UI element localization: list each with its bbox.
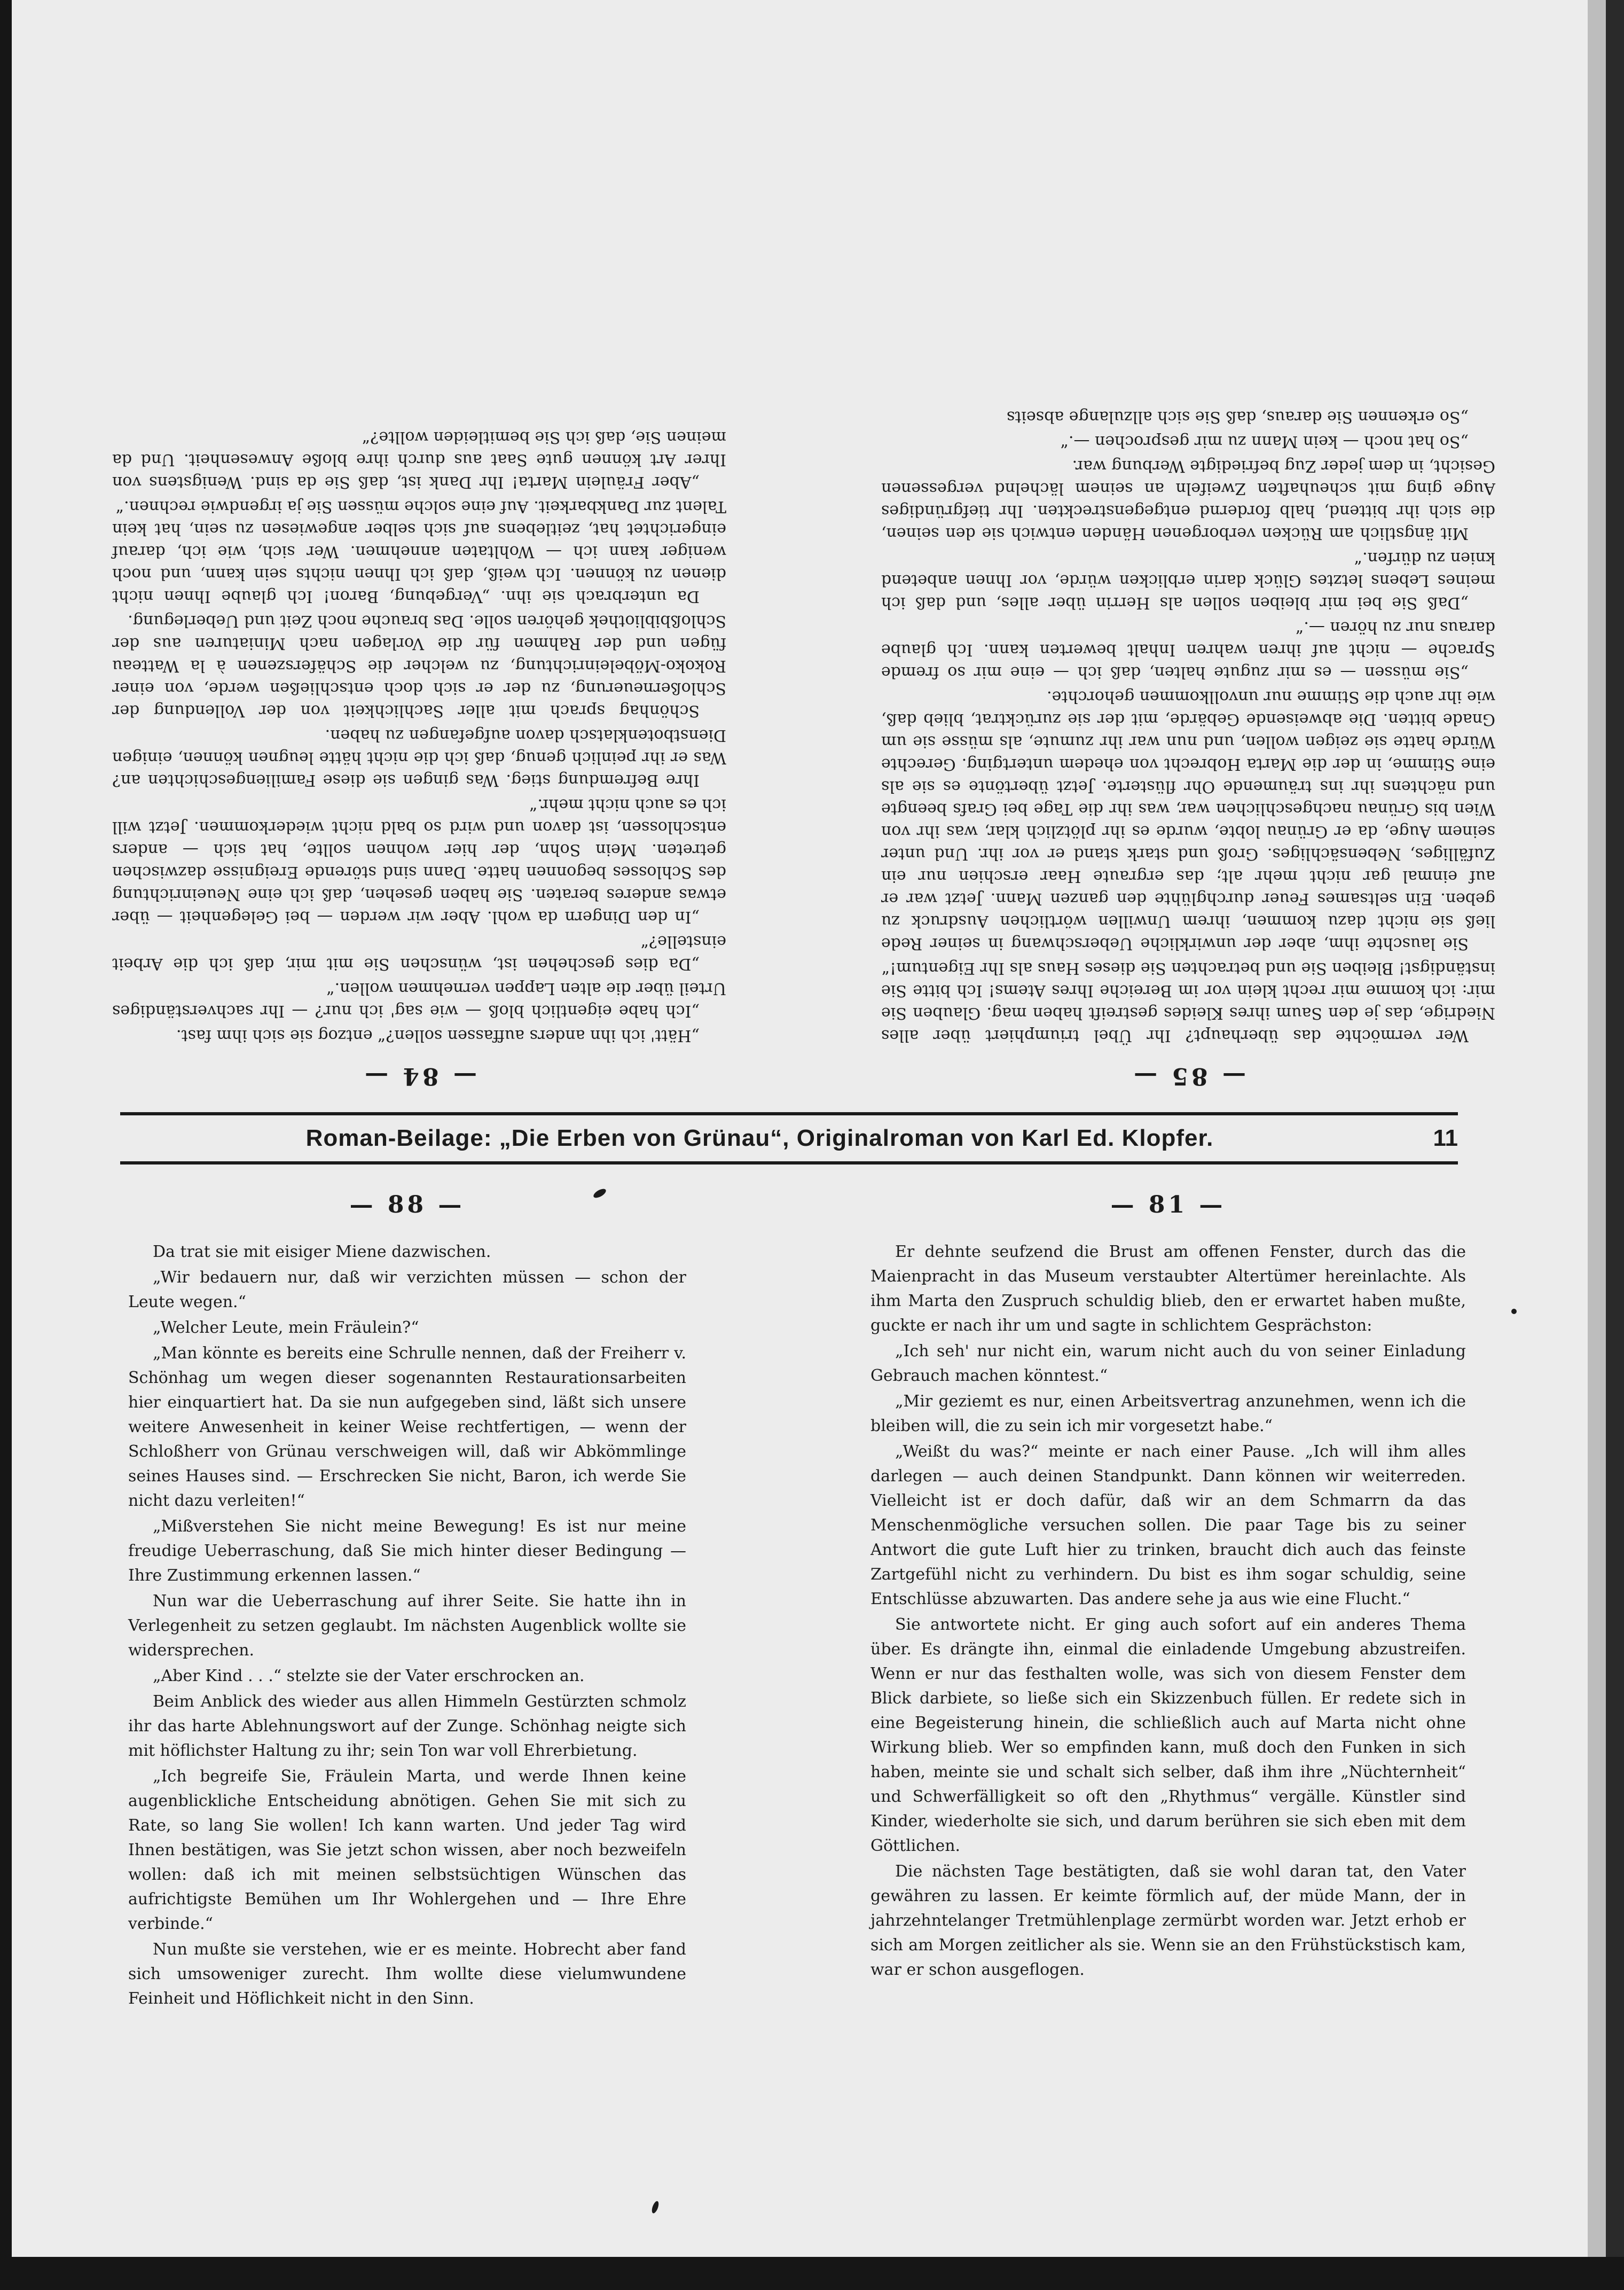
- paragraph: „Ich habe eigentlich bloß — wie sag' ich nur? — Ihr sachverständiges Urteil über die alten Lappen vernehmen wollen.“: [112, 979, 726, 1020]
- paragraph: Da unterbrach sie ihn. „Vergebung, Baron! Ich glaube Ihnen nicht dienen zu können. Ich weiß, daß ich Ihnen nichts sein kann, und noch weniger kann ich — Wohltaten annehmen. Wer sich, wie ich, darauf eingerichtet hat, zeitlebens auf sich selber angewiesen zu sein, hat kein Talent zur Dankbarkeit. Auf eine solche müssen Sie ja irgendwie rechnen.“: [112, 497, 726, 606]
- paragraph: „Daß Sie bei mir bleiben sollen als Herrin über alles, und daß ich meines Lebens letztes Glück darin erblicken würde, vor Ihnen anbetend knien zu dürfen.“: [881, 549, 1495, 612]
- paragraph: Sie lauschte ihm, aber der unwirkliche Ueberschwang in seiner Rede ließ sie nicht dazu kommen, ihrem Unwillen wörtlichen Ausdruck zu geben. Ein seltsames Feuer durchglühte den ganzen Mann. Jetzt war er auf einmal gar nicht mehr alt; das ergraute Haar erschien nur ein Zufälliges, Nebensächliges. Groß und stark stand er vor ihr. Und unter seinem Auge, da er Grünau lobte, wurde es ihr plötzlich klar, was ihr von Wien bis Grünau nachgeschlichen war, was ihr die Tage bei Grafs beengte und nächtens ihr ins träumende Ohr flüsterte. Jetzt übertönte es sie als eine Stimme, in der die Marta Hobrecht von ehedem untertging. Gerechte Würde hatte sie zeigen wollen, und nun war ihr zumute, als müsse sie um Gnade bitten. Die abweisende Gebärde, mit der sie zurücktrat, blieb daß, wie ihr auch die Stimme nur unvollkommen gehorchte.: [881, 687, 1495, 953]
- scan-bottom-border: [0, 2257, 1624, 2290]
- page-number: — 84 —: [362, 1062, 477, 1090]
- paragraph: Die nächsten Tage bestätigten, daß sie wohl daran tat, den Vater gewähren zu lassen. Er keimte förmlich auf, der müde Mann, der in jahrzehntelanger Tretmühlenplage zermürbt worden war. Jetzt erhob er sich am Morgen zeitlicher als sie. Wenn sie an den Frühstückstisch kam, war er schon ausgeflogen.: [870, 1862, 1466, 1979]
- lower-half: [128, 1191, 1485, 2153]
- paragraph: Er dehnte seufzend die Brust am offenen Fenster, durch das die Maienpracht in das Museum verstaubter Altertümer hereinlachte. Als ihm Marta den Zuspruch schuldig blieb, den er erwartet haben mußte, guckte er nach ihr um und sagte in schlichtem Gesprächston:: [870, 1242, 1466, 1335]
- paragraph: Wer vermöchte das überhaupt? Ihr Übel triumphiert über alles Niedrige, das je den Saum ihres Kleides gestreift haben mag. Glauben Sie mir: ich komme mir recht klein vor im Bereiche Ihres Atems! Ich bitte Sie inständigst! Bleiben Sie und betrachten Sie dieses Haus als Ihr Eigentum!“: [881, 959, 1495, 1045]
- paragraph: „Mir geziemt es nur, einen Arbeitsvertrag anzunehmen, wenn ich die bleiben will, die zu sein ich mir vorgesetzt habe.“: [870, 1392, 1466, 1435]
- paragraph: „Mißverstehen Sie nicht meine Bewegung! Es ist nur meine freudige Ueberraschung, daß Sie mich hinter dieser Bedingung — Ihre Zustimmung erkennen lassen.“: [128, 1517, 686, 1585]
- paragraph: „Welcher Leute, mein Fräulein?“: [153, 1318, 419, 1337]
- upper-column-page-85: [881, 403, 1495, 1090]
- page-number: — 88 —: [349, 1191, 465, 1218]
- paragraph: „Man könnte es bereits eine Schrulle nennen, daß der Freiherr v. Schönhag um wegen dieser sogenannten Restaurationsarbeiten hier einquartiert hat. Da sie nun aufgegeben sind, läßt sich unsere weitere Anwesenheit in keiner Weise rechtfertigen, — wenn der Schloßherr von Grünau verschweigen will, daß wir Abkömmlinge seines Hauses sind. — Erschrecken Sie nicht, Baron, ich werde Sie nicht dazu verleiten!“: [128, 1344, 686, 1510]
- paragraph: „In den Dingern da wohl. Aber wir werden — bei Gelegenheit — über etwas anderes beraten. Sie haben gesehen, daß ich eine Neueinrichtung des Schlosses begonnen hatte. Dann sind störende Ereignisse dazwischen getreten. Mein Sohn, der hier wohnen sollte, hat sich — anders entschlossen, ist davon und wird so bald nicht wiederkommen. Jetzt will ich es auch nicht mehr.“: [112, 795, 726, 926]
- paragraph: „Ich begreife Sie, Fräulein Marta, und werde Ihnen keine augenblickliche Entscheidung abnötigen. Gehen Sie mit sich zu Rate, so lang Sie wollen! Ich kann warten. Und jeder Tag wird Ihnen bestätigen, was Sie jetzt schon wissen, aber noch bezweifeln wollen: daß ich mit meinen selbstsüchtigen Wünschen das aufrichtigste Bemühen um Ihr Wohlergehen und — Ihre Ehre verbinde.“: [128, 1767, 686, 1933]
- paragraph: Da trat sie mit eisiger Miene dazwischen.: [153, 1242, 491, 1261]
- paragraph: „Ich seh' nur nicht ein, warum nicht auch du von seiner Einladung Gebrauch machen könntest.“: [870, 1342, 1466, 1385]
- paragraph: „Sie müssen — es mir zugute halten, daß ich — eine mir so fremde Sprache — nicht auf ihren wahren Inhalt bewerten kann. Ich glaube daraus nur zu hören —.“: [881, 618, 1495, 682]
- paragraph: „So hat noch — kein Mann zu mir gesprochen —.“: [1060, 432, 1469, 451]
- paragraph: Schönhag sprach mit aller Sachlichkeit von der Vollendung der Schloßerneuerung, zu der er sich doch entschließen werde, von einer Rokoko-Möbeleinrichtung, zu welcher die Schäferszenen à la Watteau fügen und der Rahmen für die Vorlagen nach Miniaturen aus der Schloßbibliothek gehören solle. Das brauche noch Zeit und Ueberlegung.: [112, 612, 726, 720]
- banner-page-number: 11: [1433, 1125, 1458, 1151]
- paragraph: „Aber Kind . . .“ stelzte sie der Vater erschrocken an.: [153, 1667, 585, 1685]
- page-number: — 81 —: [1110, 1191, 1226, 1218]
- paragraph: Nun war die Ueberraschung auf ihrer Seite. Sie hatte ihn in Verlegenheit zu setzen geglaubt. Im nächsten Augenblick wollte sie widersprechen.: [128, 1592, 686, 1660]
- paragraph: „Aber Fräulein Marta! Ihr Dank ist, daß Sie da sind. Wenigstens von Ihrer Art können gute Saat aus durch ihre bloße Anwesenheit. Und da meinen Sie, daß ich Sie bemitleiden wollte?“: [112, 428, 726, 491]
- paragraph: Ihre Befremdung stieg. Was gingen sie diese Familiengeschichten an? Was er ihr peinlich genug, daß ich die nicht hätte leugnen können, einigen Dienstbotenklatsch davon aufgefangen zu haben.: [112, 726, 726, 790]
- paragraph: „Da dies geschehen ist, wünschen Sie mit mir, daß ich die Arbeit einstelle?“: [112, 932, 726, 973]
- paragraph: „Hätt' ich ihn anders auffassen sollen?“ entzog sie sich ihm fast.: [176, 1026, 700, 1045]
- paragraph: Sie antwortete nicht. Er ging auch sofort auf ein anderes Thema über. Es drängte ihn, einmal die einladende Umgebung abzustreifen. Wenn er nur das festhalten wolle, was sich von diesem Fenster dem Blick darbiete, so ließe sich ein Skizzenbuch füllen. Er redete sich in eine Begeisterung hinein, die schließlich auch auf Marta nicht ohne Wirkung blieb. Wer so empfinden kann, muß doch den Funken in sich haben, meinte sie und schalt sich selber, daß ihm ihre „Nüchternheit“ und Schwerfälligkeit so oft den „Rhythmus“ vergälle. Künstler sind Kinder, wiederholte sie sich, und darum berühren sie sich eben mit dem Göttlichen.: [870, 1615, 1466, 1855]
- banner-title: Roman-Beilage: „Die Erben von Grünau“, Originalroman von Karl Ed. Klopfer.: [305, 1125, 1214, 1151]
- binding-edge: [0, 0, 12, 2290]
- upper-column-page-84: [112, 424, 726, 1090]
- page-edge-shadow: [1588, 0, 1606, 2257]
- paragraph: Beim Anblick des wieder aus allen Himmeln Gestürzten schmolz ihr das harte Ablehnungswort auf der Zunge. Schönhag neigte sich mit höflichster Haltung zu ihr; sein Ton war voll Ehrerbietung.: [128, 1692, 686, 1760]
- lower-column-page-88: [128, 1191, 686, 2012]
- page-number: — 85 —: [1131, 1062, 1246, 1090]
- paragraph: „So erkennen Sie daraus, daß Sie sich allzulange abseits: [1006, 408, 1469, 426]
- paragraph: „Weißt du was?“ meinte er nach einer Pause. „Ich will ihm alles darlegen — auch deinen Standpunkt. Dann können wir weiterreden. Vielleicht ist er doch dafür, daß wir an dem Schmarrn da das Menschenmögliche versuchen sollen. Die paar Tage bis zu seiner Antwort die gute Luft hier zu trinken, braucht dich auch das feinste Zartgefühl nicht zu verhindern. Du bist es ihm sogar schuldig, seine Entschlüsse abzuwarten. Das andere sehe ja aus wie eine Flucht.“: [870, 1442, 1466, 1608]
- upper-half-inverted: [107, 96, 1495, 1090]
- ink-speck: [1511, 1309, 1517, 1314]
- paragraph: Mit ängstlich am Rücken verborgenen Händen entwich sie den seinen, die sich ihr bittend, halb fordernd entgegenstreckten. Ihr tiefgründiges Auge ging mit scheuhaften Zweifeln an seinem lächelnd vergessenen Gesicht, in dem jeder Zug befriedigte Werbung war.: [881, 457, 1495, 543]
- lower-column-page-81: [870, 1191, 1466, 1983]
- paragraph: Nun mußte sie verstehen, wie er es meinte. Hobrecht aber fand sich umsoweniger zurecht. Ihm wollte diese vielumwundene Feinheit und Höflichkeit nicht in den Sinn.: [128, 1940, 686, 2008]
- supplement-banner: [120, 1112, 1458, 1164]
- paragraph: „Wir bedauern nur, daß wir verzichten müssen — schon der Leute wegen.“: [128, 1268, 686, 1311]
